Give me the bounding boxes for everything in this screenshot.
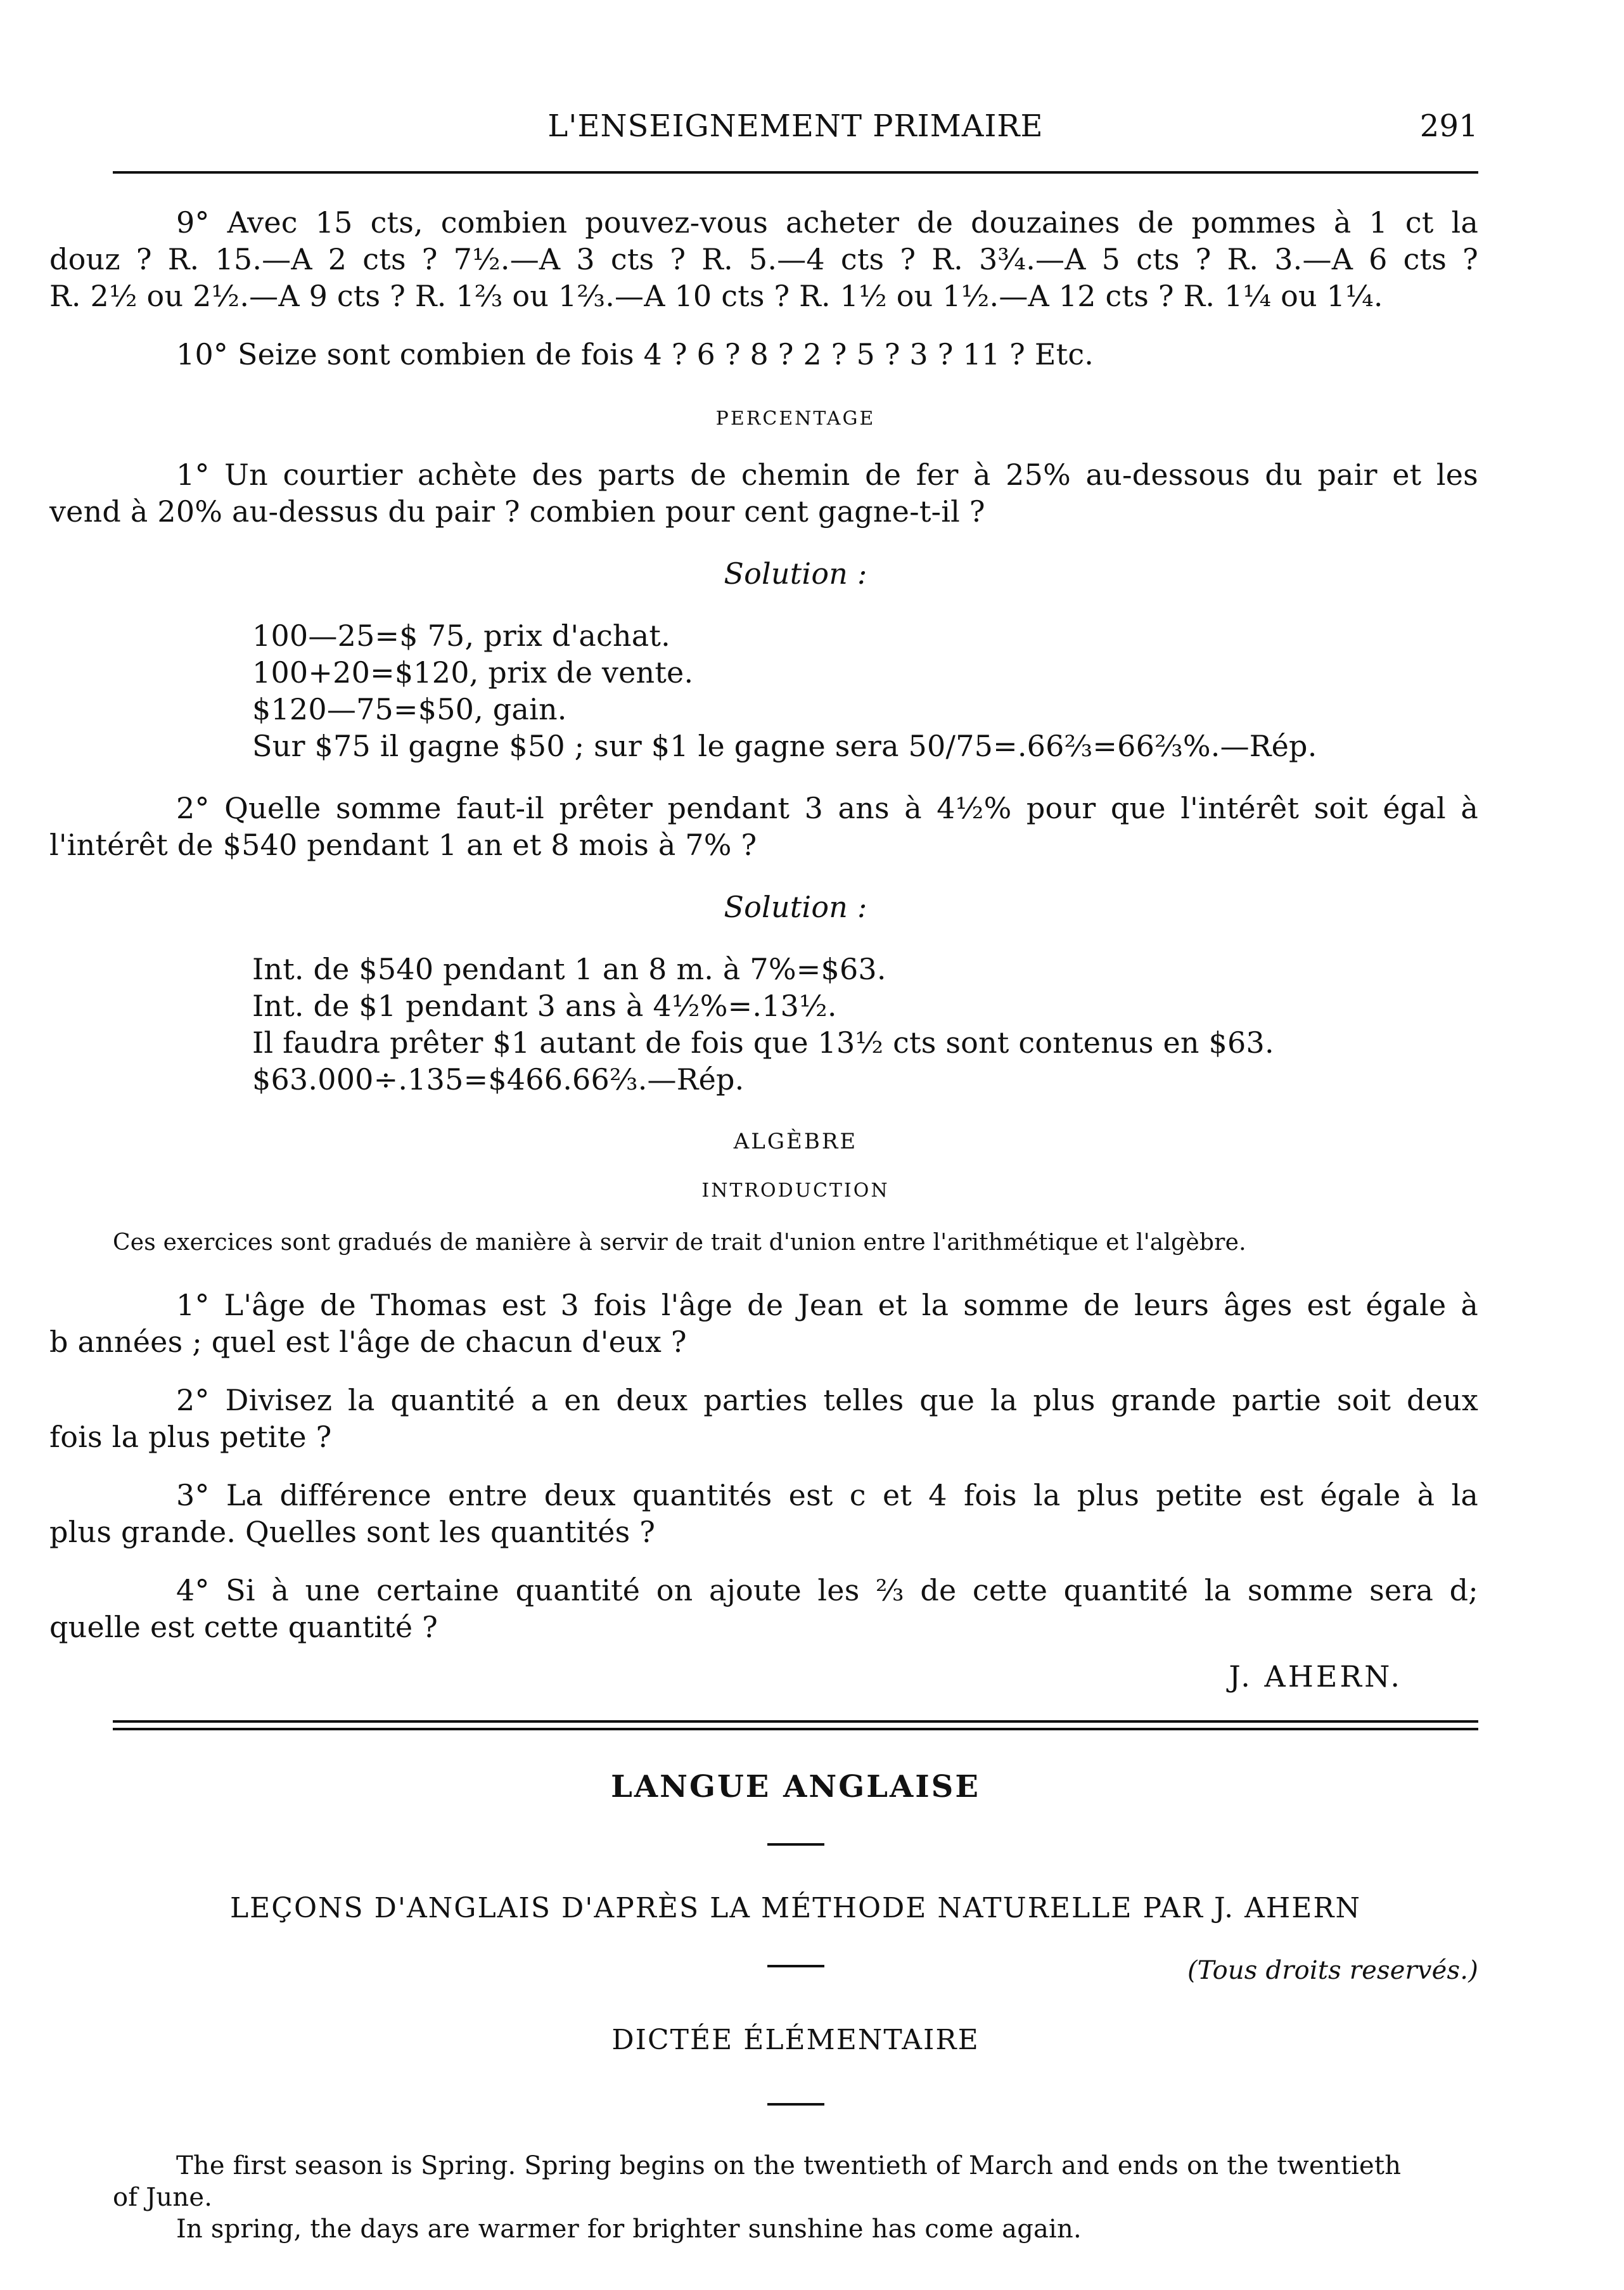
algebra-question-4	[49, 1572, 1478, 1645]
text-line: of June.	[113, 2183, 213, 2212]
lesson-title: LEÇONS D'ANGLAIS D'APRÈS LA MÉTHODE NATURELLE PAR J. AHERN	[229, 1892, 1362, 1924]
algebra-question-2	[49, 1382, 1478, 1455]
text-line: In spring, the days are warmer for brighter sunshine has come again.	[176, 2215, 1082, 2244]
text-line: The first season is Spring. Spring begins on the twentieth of March and ends on the twentieth	[176, 2151, 1402, 2180]
solution-1	[252, 617, 1478, 764]
solution-label: Solution :	[724, 890, 867, 924]
solution-2	[252, 951, 1478, 1098]
text-line: quelle est cette quantité ?	[49, 1610, 438, 1644]
running-header	[113, 108, 1478, 158]
calc-line: 100+20=$120, prix de vente.	[252, 655, 694, 690]
short-rule	[767, 1843, 824, 1846]
calc-line: $63.000÷.135=$466.66⅔.—Rép.	[252, 1062, 745, 1097]
author-signature: J. AHERN.	[1229, 1659, 1402, 1694]
header-rule	[113, 171, 1478, 174]
text-line: fois la plus petite ?	[49, 1420, 332, 1454]
english-dictation-text	[113, 2150, 1478, 2245]
calc-line: Int. de $540 pendant 1 an 8 m. à 7%=$63.	[252, 952, 886, 986]
text-line: 1° L'âge de Thomas est 3 fois l'âge de Jean et la somme de leurs âges est égale à	[176, 1288, 1478, 1322]
percentage-question-1	[49, 456, 1478, 530]
section-heading-percentage: PERCENTAGE	[715, 408, 876, 430]
section-heading-algebra: ALGÈBRE	[733, 1129, 858, 1154]
algebra-question-3	[49, 1477, 1478, 1550]
text-line: 3° La différence entre deux quantités est c et 4 fois la plus petite est égale à la	[176, 1478, 1478, 1512]
calc-line: Il faudra prêter $1 autant de fois que 13½ cts sont contenus en $63.	[252, 1026, 1274, 1060]
text-line: l'intérêt de $540 pendant 1 an et 8 mois à 7% ?	[49, 828, 757, 862]
text-line: 10° Seize sont combien de fois 4 ? 6 ? 8 ? 2 ? 5 ? 3 ? 11 ? Etc.	[176, 337, 1094, 371]
calc-line: Int. de $1 pendant 3 ans à 4½%=.13½.	[252, 989, 837, 1023]
text-line: 1° Un courtier achète des parts de chemin de fer à 25% au-dessous du pair et les	[176, 458, 1478, 492]
section-title-langue-anglaise: LANGUE ANGLAISE	[611, 1769, 980, 1804]
calc-line: Sur $75 il gagne $50 ; sur $1 le gagne sera 50/75=.66⅔=66⅔%.—Rép.	[252, 729, 1317, 763]
journal-title: L'ENSEIGNEMENT PRIMAIRE	[547, 108, 1044, 144]
text-line: b années ; quel est l'âge de chacun d'eux ?	[49, 1325, 687, 1359]
algebra-question-1	[49, 1287, 1478, 1360]
solution-label: Solution :	[724, 556, 867, 591]
rights-notice: (Tous droits reservés.)	[1187, 1956, 1478, 1985]
short-rule	[767, 2103, 824, 2106]
text-line: 9° Avec 15 cts, combien pouvez-vous acheter de douzaines de pommes à 1 ct la	[176, 205, 1478, 240]
percentage-question-2	[49, 790, 1478, 863]
short-rule	[767, 1965, 824, 1967]
section-subheading-introduction: INTRODUCTION	[701, 1180, 890, 1202]
page-number: 291	[1419, 108, 1478, 144]
text-line: 2° Divisez la quantité a en deux parties telles que la plus grande partie soit deux	[176, 1383, 1478, 1417]
text-line: 4° Si à une certaine quantité on ajoute les ⅔ de cette quantité la somme sera d;	[176, 1573, 1478, 1607]
text-line: plus grande. Quelles sont les quantités ?	[49, 1515, 656, 1549]
dictee-title: DICTÉE ÉLÉMENTAIRE	[611, 2024, 980, 2056]
calc-line: 100—25=$ 75, prix d'achat.	[252, 619, 670, 653]
rights-row	[113, 1952, 1478, 1997]
intro-note: Ces exercices sont gradués de manière à servir de trait d'union entre l'arithmétique et l'algèbre.	[113, 1230, 1246, 1256]
text-line: R. 2½ ou 2½.—A 9 cts ? R. 1⅔ ou 1⅔.—A 10 cts ? R. 1½ ou 1½.—A 12 cts ? R. 1¼ ou 1¼.	[49, 279, 1383, 313]
text-line: vend à 20% au-dessus du pair ? combien pour cent gagne-t-il ?	[49, 494, 985, 529]
arith-question-9	[49, 204, 1478, 314]
section-double-rule	[113, 1720, 1478, 1730]
text-line: douz ? R. 15.—A 2 cts ? 7½.—A 3 cts ? R. 5.—4 cts ? R. 3¾.—A 5 cts ? R. 3.—A 6 cts ?	[49, 242, 1478, 276]
text-line: 2° Quelle somme faut-il prêter pendant 3 ans à 4½% pour que l'intérêt soit égal à	[176, 791, 1478, 825]
calc-line: $120—75=$50, gain.	[252, 692, 567, 726]
arith-question-10	[113, 336, 1478, 373]
